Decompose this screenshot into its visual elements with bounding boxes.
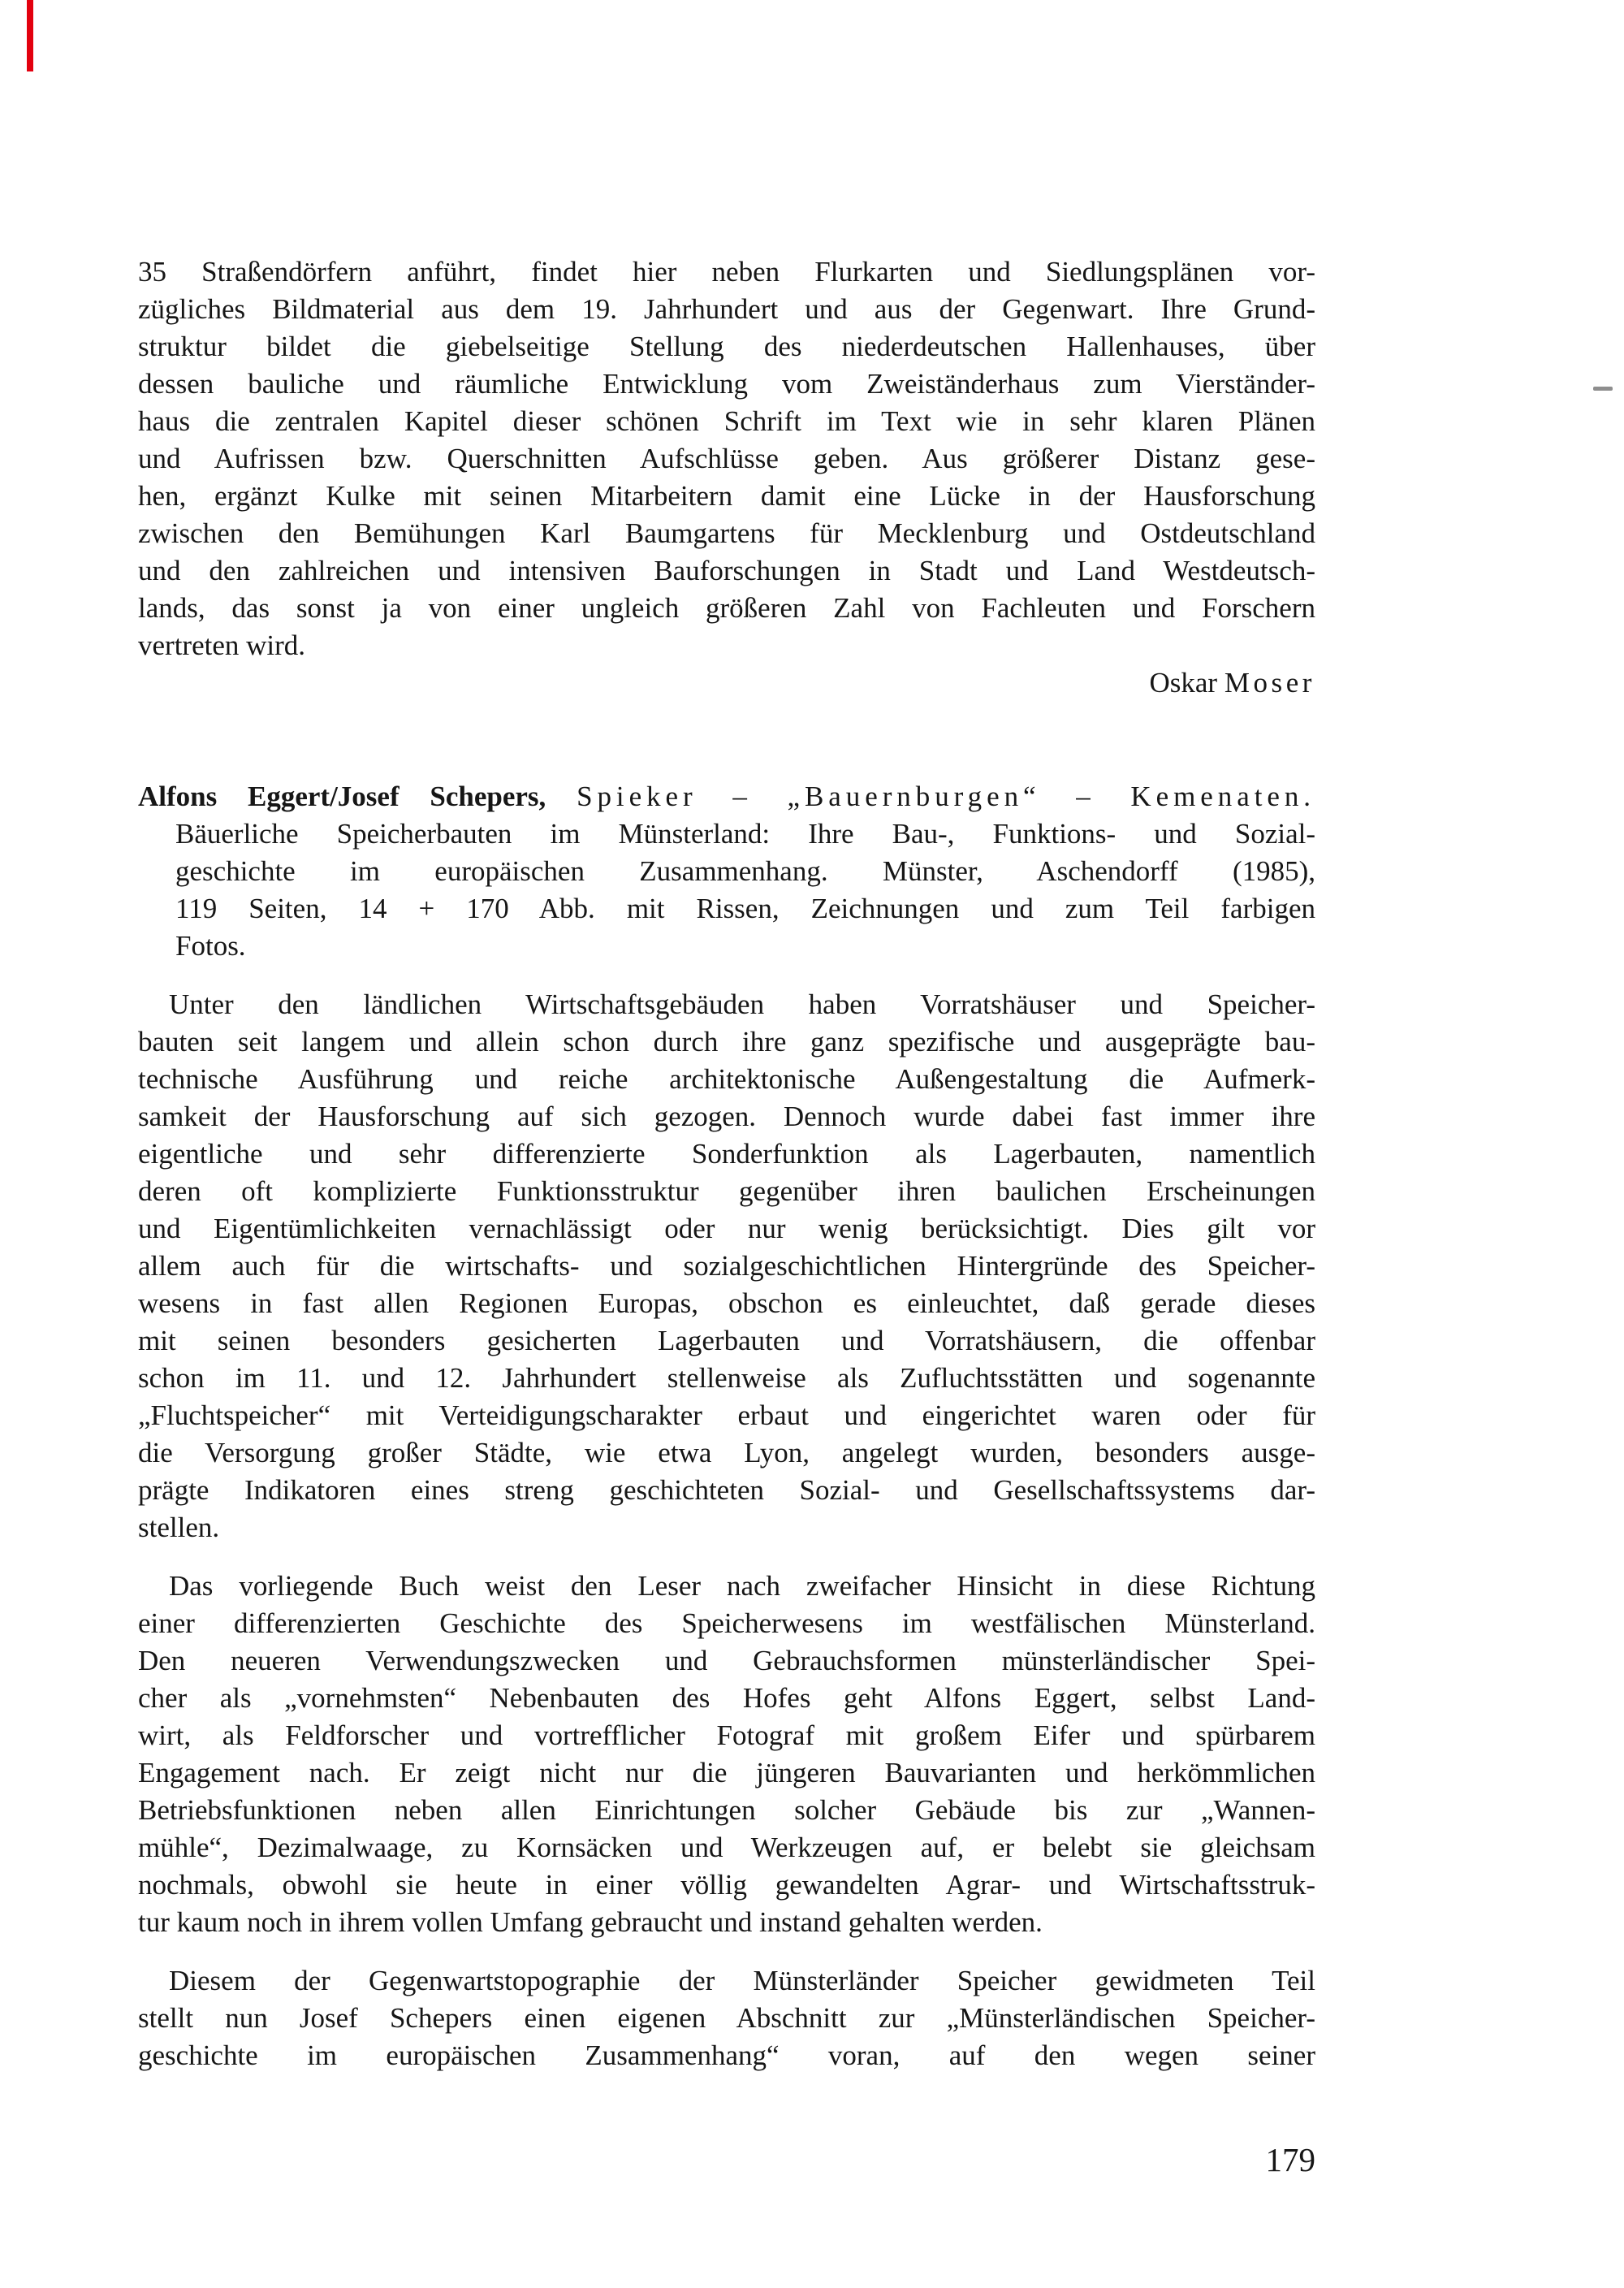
- text-line: die Versorgung großer Städte, wie etwa Lyon, angelegt wurden, besonders ausge-: [138, 1437, 1315, 1468]
- text-line: dessen bauliche und räumliche Entwicklung vom Zweiständerhaus zum Vierständer-: [138, 368, 1315, 400]
- text-line: Das vorliegende Buch weist den Leser nach zweifacher Hinsicht in diese Richtung: [169, 1570, 1315, 1602]
- text-line: cher als „vornehmsten“ Nebenbauten des Hofes geht Alfons Eggert, selbst Land-: [138, 1682, 1315, 1714]
- text-line: „Fluchtspeicher“ mit Verteidigungscharakter erbaut und eingerichtet waren oder für: [138, 1399, 1315, 1431]
- paragraph-lines: [138, 253, 1315, 664]
- text-line: deren oft komplizierte Funktionsstruktur gegenüber ihren baulichen Erscheinungen: [138, 1175, 1315, 1207]
- text-line: technische Ausführung und reiche architektonische Außengestaltung die Aufmerk-: [138, 1063, 1315, 1095]
- text-line: vertreten wird.: [138, 629, 306, 661]
- text-line: haus die zentralen Kapitel dieser schönen Schrift im Text wie in sehr klaren Plänen: [138, 405, 1315, 437]
- text-line: Bäuerliche Speicherbauten im Münsterland: Ihre Bau-, Funktions- und Sozial-: [175, 818, 1315, 850]
- text-line: prägte Indikatoren eines streng geschichteten Sozial- und Gesellschaftssystems dar-: [138, 1474, 1315, 1506]
- review-paragraph-2: [138, 1568, 1315, 1941]
- citation-title: Spieker – „Bauernburgen“ – Kemenaten.: [577, 781, 1315, 812]
- review-closing-paragraph: [138, 253, 1315, 702]
- text-line: samkeit der Hausforschung auf sich gezogen. Dennoch wurde dabei fast immer ihre: [138, 1101, 1315, 1132]
- text-line: wirt, als Feldforscher und vortrefflicher Fotograf mit großem Eifer und spürbarem: [138, 1719, 1315, 1751]
- review-paragraph-1: [138, 986, 1315, 1546]
- text-line: Diesem der Gegenwartstopographie der Münsterländer Speicher gewidmeten Teil: [169, 1965, 1315, 1996]
- text-line: Fotos.: [175, 930, 246, 962]
- text-line: eigentliche und sehr differenzierte Sonderfunktion als Lagerbauten, namentlich: [138, 1138, 1315, 1170]
- scan-artifact-red-line: [27, 0, 33, 71]
- citation-first-line: [138, 778, 1315, 815]
- text-line: geschichte im europäischen Zusammenhang“ voran, auf den wegen seiner: [138, 2039, 1315, 2071]
- reviewer-first-name: Oskar: [1149, 667, 1218, 699]
- text-line: struktur bildet die giebelseitige Stellung des niederdeutschen Hallenhauses, über: [138, 331, 1315, 362]
- text-line: lands, das sonst ja von einer ungleich größeren Zahl von Fachleuten und Forschern: [138, 592, 1315, 624]
- text-line: Den neueren Verwendungszwecken und Gebrauchsformen münsterländischer Spei-: [138, 1645, 1315, 1676]
- citation-authors: Alfons Eggert/Josef Schepers,: [138, 781, 546, 812]
- text-line: Engagement nach. Er zeigt nicht nur die jüngeren Bauvarianten und herkömmlichen: [138, 1757, 1315, 1788]
- reviewer-last-name: Moser: [1224, 667, 1315, 699]
- text-line: zwischen den Bemühungen Karl Baumgartens für Mecklenburg und Ostdeutschland: [138, 517, 1315, 549]
- book-citation-heading: [138, 778, 1315, 965]
- text-line: zügliches Bildmaterial aus dem 19. Jahrhundert und aus der Gegenwart. Ihre Grund-: [138, 293, 1315, 325]
- text-line: und den zahlreichen und intensiven Bauforschungen in Stadt und Land Westdeutsch-: [138, 555, 1315, 586]
- text-line: nochmals, obwohl sie heute in einer völlig gewandelten Agrar- und Wirtschaftsstruk-: [138, 1869, 1315, 1901]
- text-line: einer differenzierten Geschichte des Speicherwesens im westfälischen Münsterland.: [138, 1607, 1315, 1639]
- text-line: tur kaum noch in ihrem vollen Umfang gebraucht und instand gehalten werden.: [138, 1906, 1043, 1938]
- page-number: 179: [1265, 2141, 1315, 2178]
- citation-continuation-lines: [138, 815, 1315, 965]
- text-line: 119 Seiten, 14 + 170 Abb. mit Rissen, Zeichnungen und zum Teil farbigen: [175, 893, 1315, 924]
- text-line: und Eigentümlichkeiten vernachlässigt oder nur wenig berücksichtigt. Dies gilt vor: [138, 1213, 1315, 1244]
- text-line: wesens in fast allen Regionen Europas, obschon es einleuchtet, daß gerade dieses: [138, 1287, 1315, 1319]
- text-line: allem auch für die wirtschafts- und sozialgeschichtlichen Hintergründe des Speicher-: [138, 1250, 1315, 1282]
- text-line: hen, ergänzt Kulke mit seinen Mitarbeitern damit eine Lücke in der Hausforschung: [138, 480, 1315, 512]
- review-paragraph-3: [138, 1962, 1315, 2074]
- reviewer-signature: [138, 664, 1315, 702]
- text-line: geschichte im europäischen Zusammenhang. Münster, Aschendorff (1985),: [175, 855, 1315, 887]
- text-line: stellt nun Josef Schepers einen eigenen Abschnitt zur „Münsterländischen Speicher-: [138, 2002, 1315, 2034]
- text-column: [138, 253, 1315, 2178]
- text-line: bauten seit langem und allein schon durch ihre ganz spezifische und ausgeprägte bau-: [138, 1026, 1315, 1057]
- text-line: und Aufrissen bzw. Querschnitten Aufschlüsse geben. Aus größerer Distanz gese-: [138, 443, 1315, 474]
- text-line: stellen.: [138, 1512, 220, 1543]
- text-line: mühle“, Dezimalwaage, zu Kornsäcken und Werkzeugen auf, er belebt sie gleichsam: [138, 1832, 1315, 1863]
- text-line: schon im 11. und 12. Jahrhundert stellenweise als Zufluchtsstätten und sogenannte: [138, 1362, 1315, 1394]
- scan-artifact-margin-dash: [1593, 387, 1613, 391]
- text-line: mit seinen besonders gesicherten Lagerbauten und Vorratshäusern, die offenbar: [138, 1325, 1315, 1356]
- text-line: Betriebsfunktionen neben allen Einrichtungen solcher Gebäude bis zur „Wannen-: [138, 1794, 1315, 1826]
- text-line: 35 Straßendörfern anführt, findet hier neben Flurkarten und Siedlungsplänen vor-: [138, 256, 1315, 288]
- text-line: Unter den ländlichen Wirtschaftsgebäuden haben Vorratshäuser und Speicher-: [169, 988, 1315, 1020]
